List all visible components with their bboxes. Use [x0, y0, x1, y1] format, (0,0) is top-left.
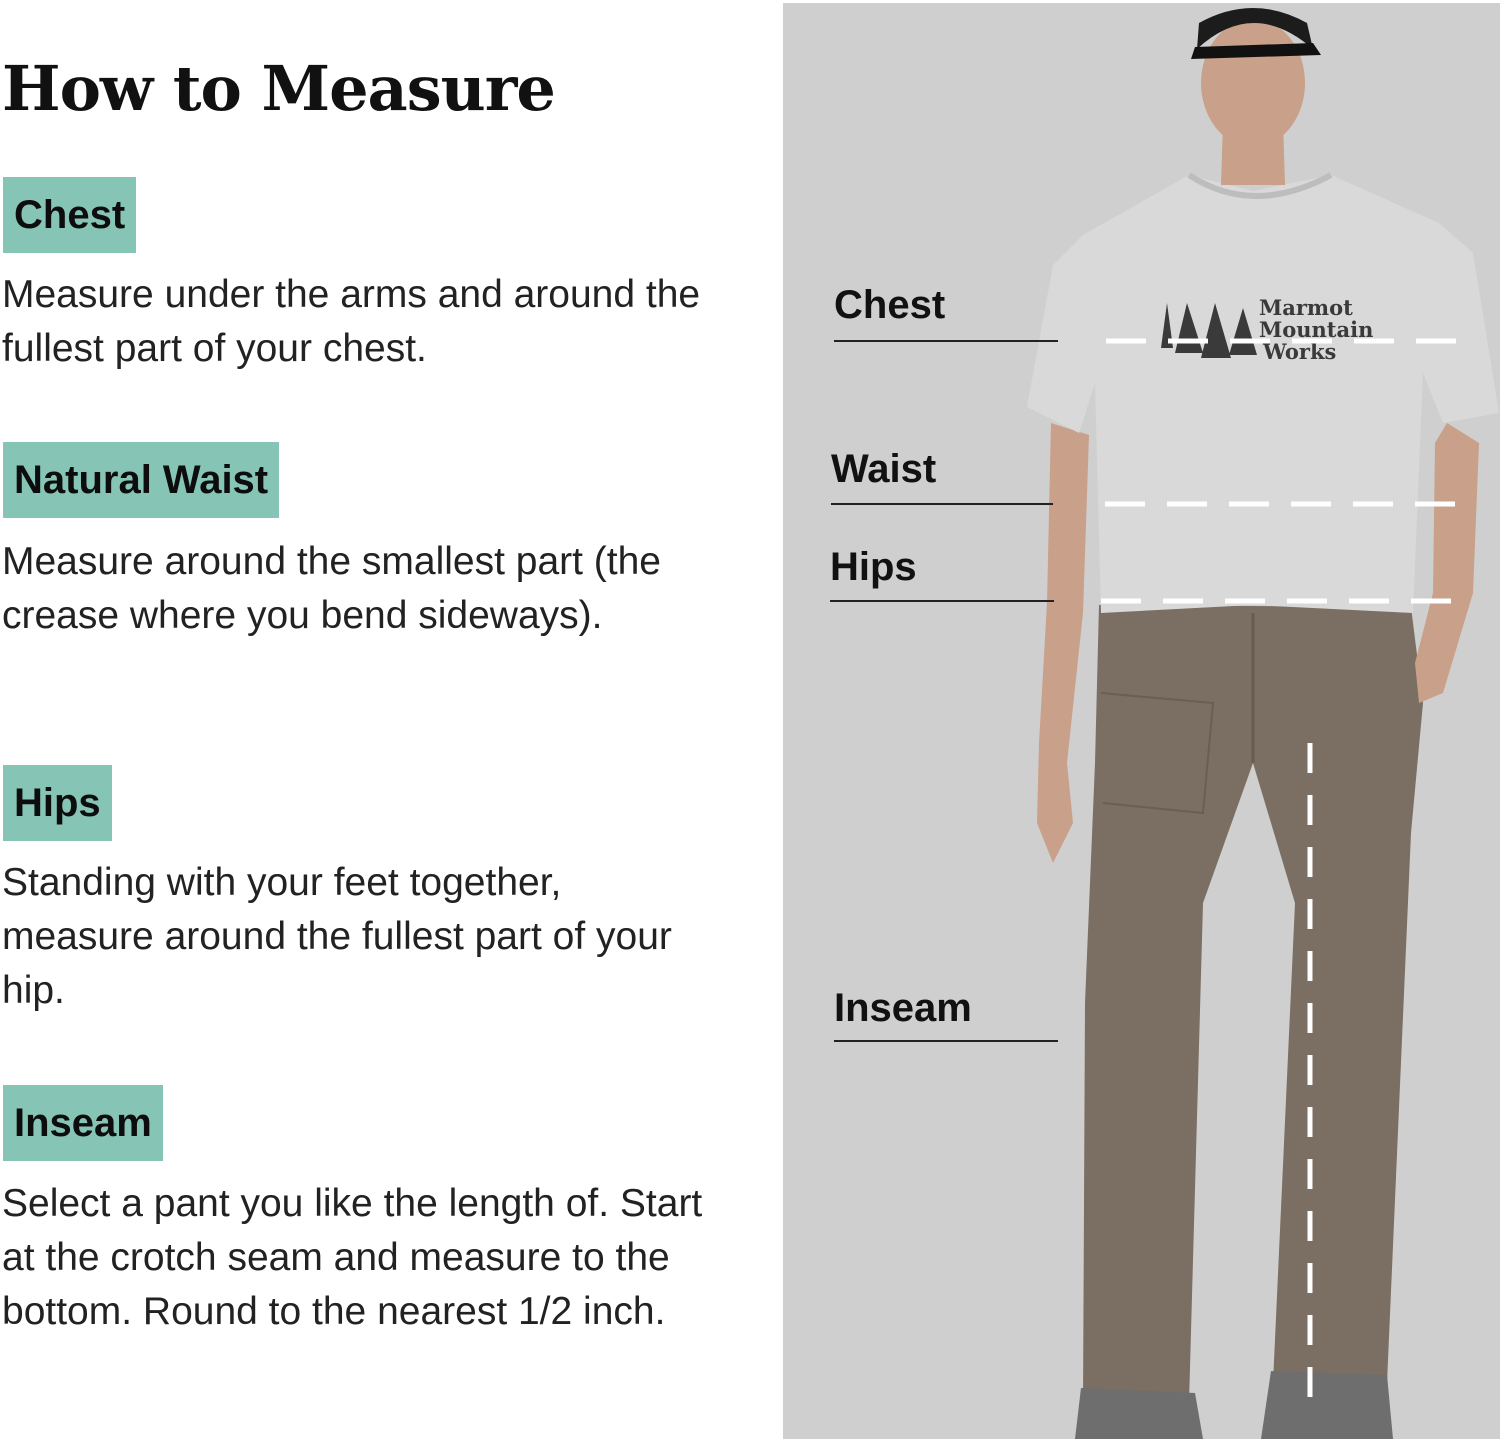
hips-heading: Hips: [3, 765, 112, 841]
waist-figure-label: Waist: [831, 447, 937, 491]
inseam-description: Select a pant you like the length of. Start at the crotch seam and measure to the bottom. Round to the nearest 1/2 inch.: [2, 1182, 703, 1333]
waist-label-rule: [831, 503, 1053, 505]
shirt: [1027, 175, 1499, 613]
hips-description: Standing with your feet together, measure around the fullest part of your hip.: [2, 861, 672, 1012]
shirt-graphic-line-1: Marmot: [1259, 295, 1353, 320]
shirt-graphic-line-2: Mountain: [1259, 317, 1374, 342]
chest-figure-label: Chest: [834, 283, 946, 327]
head: [1201, 19, 1305, 147]
natural-waist-heading: Natural Waist: [3, 442, 279, 518]
inseam-heading: Inseam: [3, 1085, 163, 1161]
chest-heading: Chest: [3, 177, 136, 253]
left-arm: [1037, 423, 1089, 863]
right-arm: [1415, 423, 1479, 703]
model-illustration: [783, 3, 1500, 1439]
shirt-graphic-line-3: Works: [1263, 339, 1337, 364]
hips-figure-label: Hips: [830, 545, 917, 589]
model-figure: [783, 3, 1500, 1439]
left-shoe: [1075, 1388, 1203, 1439]
inseam-label-rule: [834, 1040, 1058, 1042]
inseam-figure-label: Inseam: [834, 986, 972, 1030]
chest-label-rule: [834, 340, 1058, 342]
natural-waist-description: Measure around the smallest part (the crease where you bend sideways).: [2, 540, 662, 637]
right-shoe: [1261, 1371, 1393, 1439]
chest-description: Measure under the arms and around the fullest part of your chest.: [2, 273, 701, 370]
hips-label-rule: [830, 600, 1054, 602]
page-title: How to Measure: [2, 52, 555, 125]
